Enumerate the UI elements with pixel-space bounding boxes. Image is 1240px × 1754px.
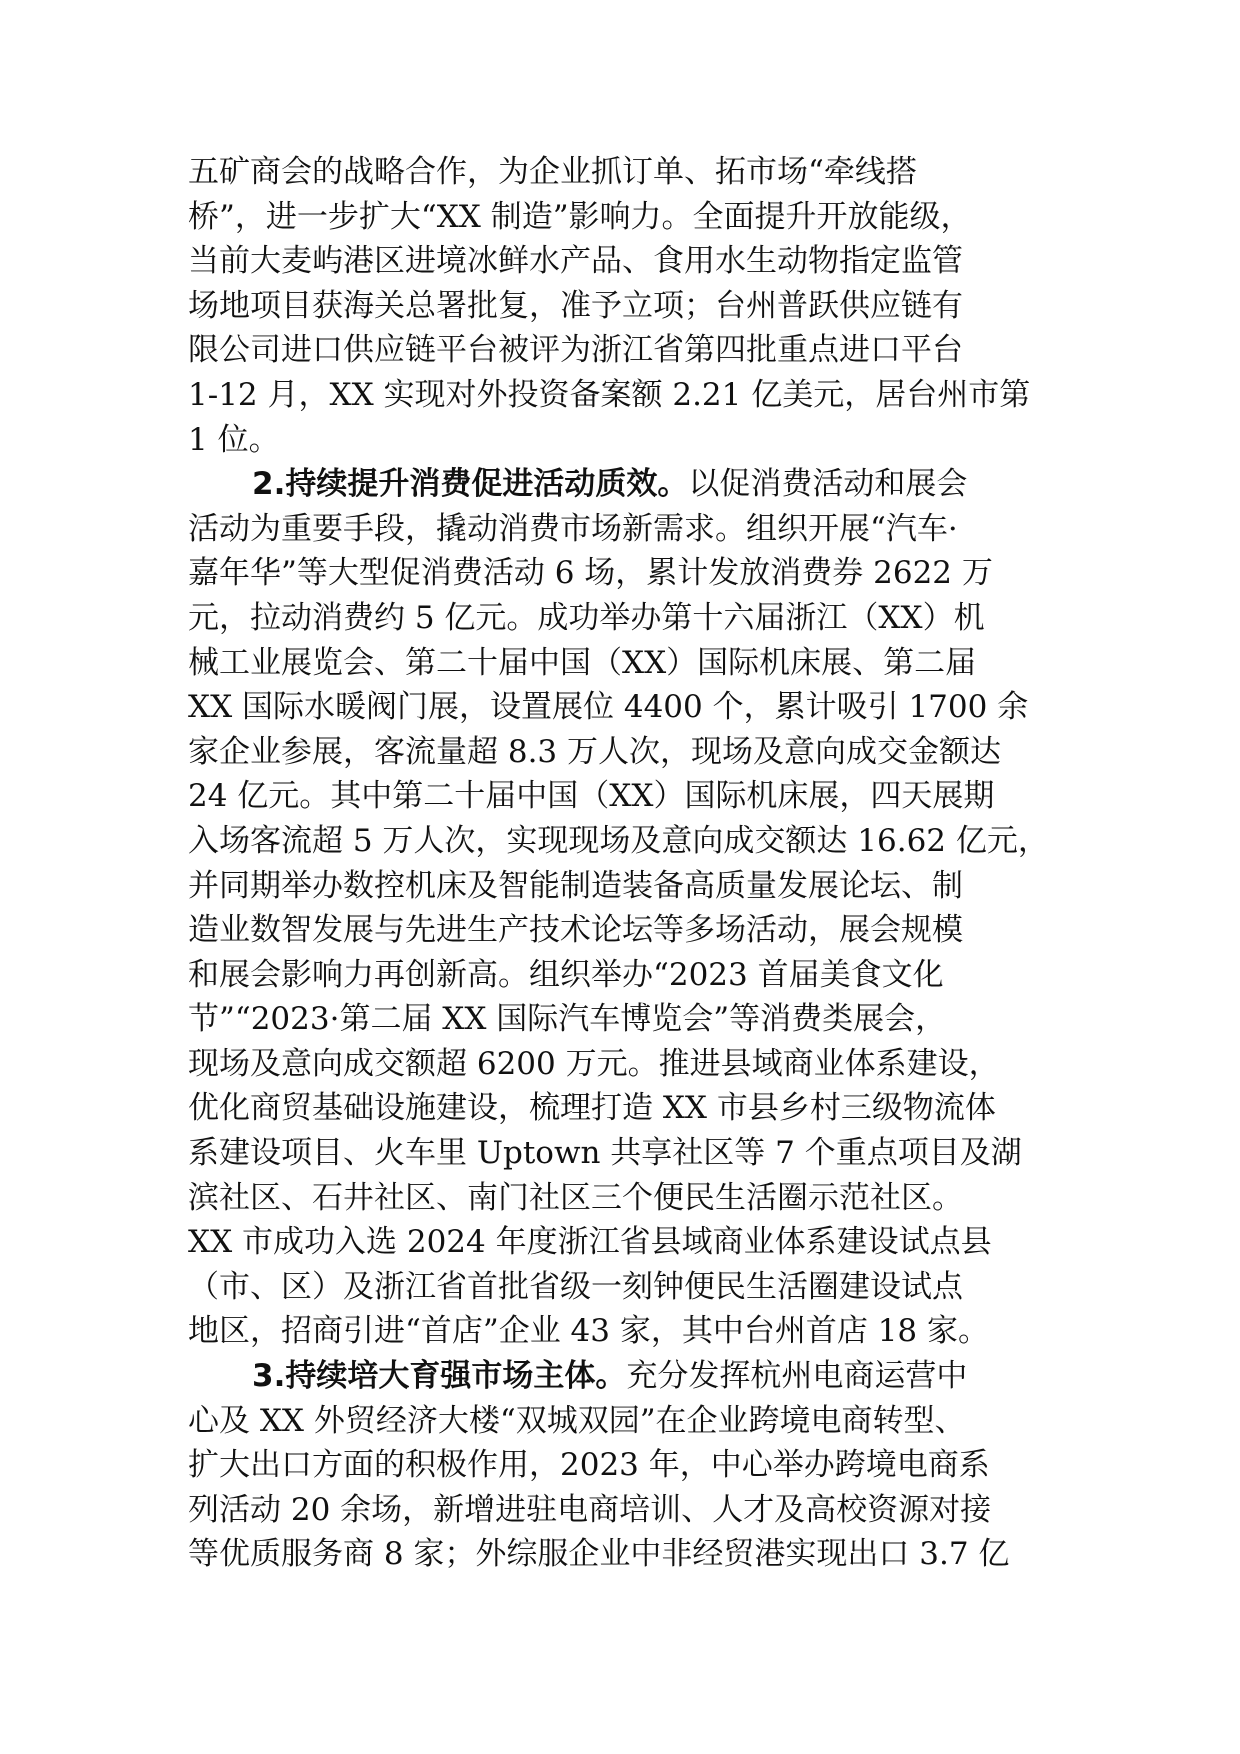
body-line: 扩大出口方面的积极作用，2023 年，中心举办跨境电商系: [188, 1447, 990, 1484]
body-line: 地区，招商引进“首店”企业 43 家，其中台州首店 18 家。: [188, 1313, 990, 1350]
body-line: 元，拉动消费约 5 亿元。成功举办第十六届浙江（XX）机: [188, 599, 985, 636]
body-line: 限公司进口供应链平台被评为浙江省第四批重点进口平台: [188, 332, 963, 369]
body-line: 造业数智发展与先进生产技术论坛等多场活动，展会规模: [188, 912, 963, 949]
body-line: 当前大麦屿港区进境冰鲜水产品、食用水生动物指定监管: [188, 243, 963, 280]
document-body: [188, 150, 1068, 1577]
body-line: 优化商贸基础设施建设，梳理打造 XX 市县乡村三级物流体: [188, 1090, 996, 1127]
body-line: 入场客流超 5 万人次，实现现场及意向成交额达 16.62 亿元，: [188, 822, 1049, 859]
body-line: 节”“2023·第二届 XX 国际汽车博览会”等消费类展会，: [188, 1001, 947, 1038]
body-line: XX 国际水暖阀门展，设置展位 4400 个，累计吸引 1700 余: [188, 689, 1029, 726]
body-line: 桥”，进一步扩大“XX 制造”影响力。全面提升开放能级，: [188, 198, 972, 235]
body-line: 1-12 月，XX 实现对外投资备案额 2.21 亿美元，居台州市第: [188, 376, 1031, 413]
body-line: 列活动 20 余场，新增进驻电商培训、人才及高校资源对接: [188, 1491, 992, 1528]
body-line: 家企业参展，客流量超 8.3 万人次，现场及意向成交金额达: [188, 733, 1002, 770]
body-line: 活动为重要手段，撬动消费市场新需求。组织开展“汽车·: [188, 510, 958, 547]
body-line: 1 位。: [188, 421, 280, 458]
body-line: 械工业展览会、第二十届中国（XX）国际机床展、第二届: [188, 644, 977, 681]
body-line: （市、区）及浙江省首批省级一刻钟便民生活圈建设试点: [188, 1268, 963, 1305]
body-line: 等优质服务商 8 家；外综服企业中非经贸港实现出口 3.7 亿: [188, 1536, 1010, 1573]
body-line: 系建设项目、火车里 Uptown 共享社区等 7 个重点项目及湖: [188, 1135, 1022, 1172]
body-line: XX 市成功入选 2024 年度浙江省县域商业体系建设试点县: [188, 1224, 992, 1261]
body-line: 五矿商会的战略合作，为企业抓订单、拓市场“牵线搭: [188, 154, 917, 190]
body-line: 24 亿元。其中第二十届中国（XX）国际机床展，四天展期: [188, 778, 995, 815]
body-line: 场地项目获海关总署批复，准予立项；台州普跃供应链有: [188, 287, 963, 324]
body-line: 和展会影响力再创新高。组织举办“2023 首届美食文化: [188, 956, 944, 993]
body-line: 并同期举办数控机床及智能制造装备高质量发展论坛、制: [188, 867, 963, 904]
body-line: 现场及意向成交额超 6200 万元。推进县域商业体系建设，: [188, 1045, 1000, 1082]
section-3-first-line: [188, 1354, 1068, 1399]
body-line: 嘉年华”等大型促消费活动 6 场，累计发放消费券 2622 万: [188, 555, 993, 592]
section-2-first-line: [188, 462, 1068, 507]
section-2-heading: 2.持续提升消费促进活动质效。: [252, 466, 689, 503]
section-3-first-line-text: 充分发挥杭州电商运营中: [626, 1358, 968, 1395]
section-3-heading: 3.持续培大育强市场主体。: [252, 1358, 627, 1395]
body-line: 滨社区、石井社区、南门社区三个便民生活圈示范社区。: [188, 1179, 963, 1216]
body-line: 心及 XX 外贸经济大楼“双城双园”在企业跨境电商转型、: [188, 1402, 966, 1439]
section-2-first-line-text: 以促消费活动和展会: [688, 466, 968, 503]
